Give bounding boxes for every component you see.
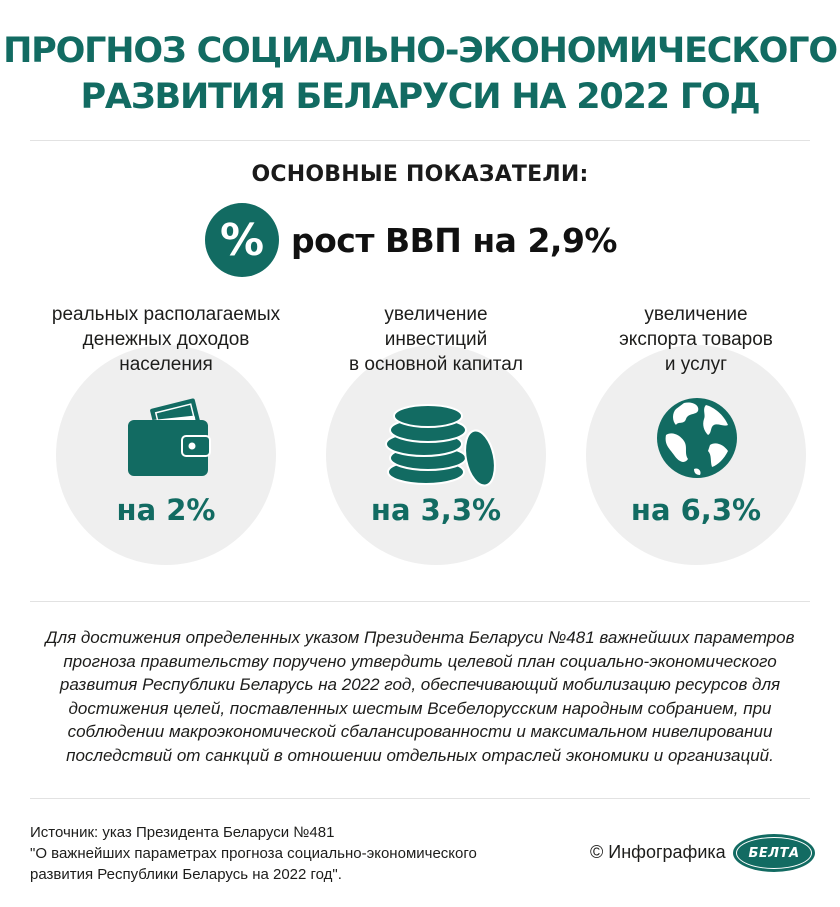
- card-label-line: инвестиций: [384, 329, 488, 350]
- source-line: Источник: указ Президента Беларуси №481: [30, 824, 335, 841]
- indicator-card-export: [556, 300, 836, 560]
- source-line: развития Республики Беларусь на 2022 год".: [30, 866, 342, 883]
- card-value: на 3,3%: [370, 493, 502, 527]
- globe-icon: [654, 395, 740, 481]
- gdp-indicator: [205, 202, 617, 278]
- percent-icon: %: [205, 203, 279, 277]
- source-note: [30, 822, 570, 885]
- logo-text: БЕЛТА: [736, 837, 812, 869]
- description-line: Для достижения определенных указом Президента Беларуси №481 важнейших параметров: [45, 628, 795, 647]
- gdp-text: рост ВВП на 2,9%: [291, 220, 617, 260]
- card-label-line: населения: [119, 354, 213, 375]
- title-line-1: ПРОГНОЗ СОЦИАЛЬНО-ЭКОНОМИЧЕСКОГО: [3, 31, 837, 71]
- card-label: [556, 302, 836, 377]
- description-line: соблюдении макроэкономической сбалансированности и максимальном нивелировании: [67, 722, 773, 741]
- description-paragraph: [30, 626, 810, 767]
- divider-top: [30, 140, 810, 141]
- description-line: прогноза правительству поручено утвердить целевой план социально-экономического: [63, 651, 777, 671]
- belta-logo: [733, 834, 815, 872]
- card-label-line: реальных располагаемых: [51, 304, 281, 325]
- credit-text: © Инфографика: [590, 842, 726, 862]
- page-title: [0, 28, 840, 120]
- card-label: [26, 302, 306, 377]
- card-value: на 2%: [116, 493, 216, 527]
- divider-middle: [30, 601, 810, 602]
- card-label-line: увеличение: [384, 304, 488, 325]
- coins-icon: [384, 398, 500, 490]
- card-value: на 6,3%: [630, 493, 762, 527]
- wallet-icon: [126, 398, 212, 480]
- indicators-heading: ОСНОВНЫЕ ПОКАЗАТЕЛИ:: [251, 162, 589, 187]
- card-label: [296, 302, 576, 377]
- indicator-card-investments: [296, 300, 576, 560]
- description-line: достижения целей, поставленных шестым Всебелорусским народным собранием, при: [68, 698, 772, 718]
- card-label-line: экспорта товаров: [619, 329, 773, 350]
- divider-bottom: [30, 798, 810, 799]
- card-label-line: увеличение: [644, 304, 748, 325]
- card-label-line: в основной капитал: [349, 354, 523, 375]
- description-line: развития Республики Беларусь на 2022 год, обеспечивающий мобилизацию ресурсов для: [59, 675, 781, 694]
- indicator-card-income: [26, 300, 306, 560]
- description-line: последствий от санкций в отношении отдельных отраслей экономики и организаций.: [66, 745, 774, 765]
- card-label-line: денежных доходов: [82, 329, 250, 350]
- title-line-2: РАЗВИТИЯ БЕЛАРУСИ НА 2022 ГОД: [80, 77, 760, 117]
- card-label-line: и услуг: [664, 354, 728, 375]
- source-line: "О важнейших параметрах прогноза социально-экономического: [30, 845, 477, 862]
